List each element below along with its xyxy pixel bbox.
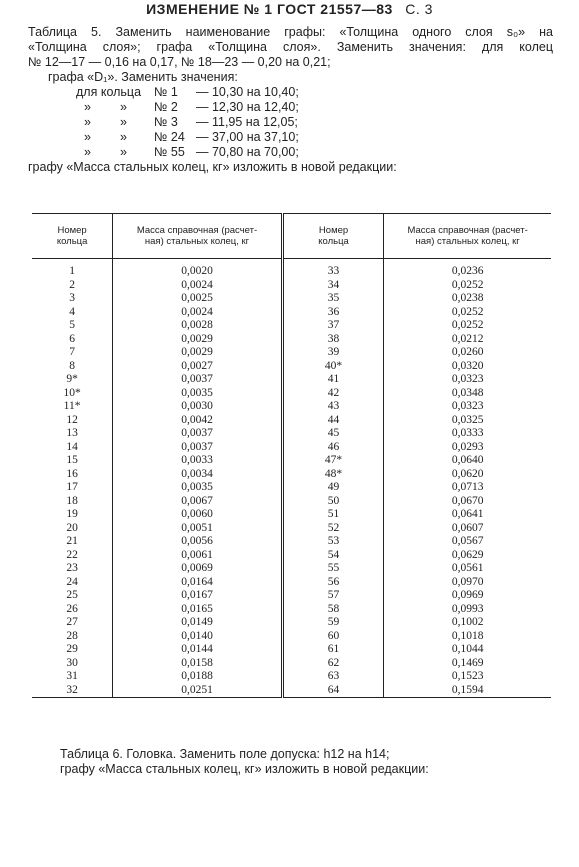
mass-cell: 0,0024 [113,279,283,293]
ring-number-cell: 46 [282,441,383,455]
table-row [32,630,551,644]
ring-number-cell: 45 [282,427,383,441]
ring-line-4 [28,130,553,145]
ring-number-cell: 4 [69,305,75,318]
table-body [32,259,551,698]
table-row [32,387,551,401]
ring-number-cell: 28 [66,629,78,642]
ring-number-cell: 22 [66,548,78,561]
mass-cell: 0,1044 [384,643,551,657]
ring-number-cell: 47* [282,454,383,468]
header-title: ИЗМЕНЕНИЕ № 1 ГОСТ 21557—83 [146,1,393,17]
ring-number-cell: 29 [66,643,78,655]
mass-cell: 0,0607 [384,522,551,536]
mass-cell: 0,0024 [113,306,283,320]
mass-cell: 0,0020 [113,265,283,279]
ring-number-cell: 27 [66,616,78,628]
mass-cell: 0,1002 [384,616,551,630]
ditto-mark: » [120,115,127,129]
ring-number-cell: 13 [66,427,78,439]
mass-cell: 0,0042 [113,414,283,428]
mass-cell: 0,1523 [384,670,551,684]
ring-number-cell: 54 [282,549,383,563]
ring-number-cell: 62 [282,657,383,671]
ditto-mark: » [120,130,127,144]
col-mass-header-2: Масса справочная (расчет- ная) стальных колец, кг [384,214,551,259]
ring-number-cell: 41 [282,373,383,387]
ring-number-cell: 10* [63,386,81,399]
table-header-row [32,214,551,259]
table-row [32,549,551,563]
footer-text [60,747,540,777]
ring-line-1 [28,85,553,100]
table-row [32,576,551,590]
mass-cell: 0,0060 [113,508,283,522]
ditto-mark: » [84,115,91,129]
mass-cell: 0,0567 [384,535,551,549]
table-row [32,481,551,495]
ring-number: № 24 [154,130,185,144]
ring-number-cell: 12 [66,413,78,426]
ring-change: — 70,80 на 70,00; [196,145,299,159]
intro-line-4: графа «D₁». Заменить значения: [48,70,238,84]
table-row [32,292,551,306]
ring-number-cell: 35 [282,292,383,306]
table-row [32,441,551,455]
table-row [32,562,551,576]
mass-cell: 0,0252 [384,306,551,320]
mass-cell: 0,0051 [113,522,283,536]
intro-line-5: графу «Масса стальных колец, кг» изложить в новой редакции: [28,160,397,174]
ring-number-cell: 42 [282,387,383,401]
intro-line-3: № 12—17 — 0,16 на 0,17, № 18—23 — 0,20 на 0,21; [28,55,331,69]
ring-number-cell: 17 [66,481,78,493]
ring-number-cell: 24 [66,575,78,588]
mass-cell: 0,0629 [384,549,551,563]
table-row [32,468,551,482]
mass-cell: 0,0056 [113,535,283,549]
mass-cell: 0,0236 [384,265,551,279]
ring-number-cell: 57 [282,589,383,603]
mass-cell: 0,0561 [384,562,551,576]
mass-cell: 0,0149 [113,616,283,630]
mass-cell: 0,0713 [384,481,551,495]
table-row [32,414,551,428]
mass-cell: 0,0993 [384,603,551,617]
table-row [32,265,551,279]
intro-line-1: Таблица 5. Заменить наименование графы: «Толщина одного слоя s₀» на [28,25,553,39]
mass-cell: 0,1469 [384,657,551,671]
ring-number-cell: 3 [69,292,75,304]
ring-number-cell: 63 [282,670,383,684]
mass-cell: 0,0061 [113,549,283,563]
ring-number-cell: 53 [282,535,383,549]
mass-cell: 0,0323 [384,400,551,414]
col-ring-number-header: Номер кольца [32,214,113,259]
table-row [32,346,551,360]
mass-cell: 0,0260 [384,346,551,360]
mass-cell: 0,0034 [113,468,283,482]
ring-line-2 [28,100,553,115]
mass-table [32,213,551,698]
table-row [32,589,551,603]
table-row [32,279,551,293]
ring-number-cell: 33 [282,265,383,279]
ring-number-cell: 1 [69,265,75,277]
ring-change: — 11,95 на 12,05; [196,115,298,129]
ring-number-cell: 39 [282,346,383,360]
table-row [32,535,551,549]
mass-cell: 0,0037 [113,427,283,441]
mass-cell: 0,0158 [113,657,283,671]
mass-cell: 0,0252 [384,279,551,293]
ring-number: № 1 [154,85,178,99]
table-row [32,684,551,698]
ring-number-cell: 60 [282,630,383,644]
ring-change: — 10,30 на 10,40; [196,85,299,99]
col-mass-header: Масса справочная (расчет- ная) стальных колец, кг [113,214,283,259]
ring-number-cell: 18 [66,494,78,507]
mass-cell: 0,0325 [384,414,551,428]
mass-cell: 0,0165 [113,603,283,617]
ring-change: — 12,30 на 12,40; [196,100,299,114]
ditto-mark: » [84,145,91,159]
ring-number-cell: 38 [282,333,383,347]
mass-cell: 0,0037 [113,373,283,387]
ring-number-cell: 19 [66,508,78,520]
ring-number-cell: 43 [282,400,383,414]
table-row [32,657,551,671]
ring-number-cell: 7 [69,346,75,358]
table-row [32,454,551,468]
ring-number-cell: 32 [32,684,113,698]
mass-cell: 0,0323 [384,373,551,387]
mass-cell: 0,0037 [113,441,283,455]
mass-cell: 0,0188 [113,670,283,684]
mass-cell: 0,0140 [113,630,283,644]
ring-number-cell: 2 [69,278,75,291]
mass-cell: 0,0620 [384,468,551,482]
table-row [32,495,551,509]
intro-text [28,25,553,175]
mass-cell: 0,0251 [113,684,283,698]
ring-number-cell: 40* [282,360,383,374]
ring-number: № 3 [154,115,178,129]
ring-number: № 2 [154,100,178,114]
ring-number-cell: 21 [66,535,78,547]
page-header [0,1,579,17]
mass-cell: 0,0212 [384,333,551,347]
ring-number-cell: 30 [66,656,78,669]
mass-cell: 0,0035 [113,387,283,401]
mass-cell: 0,0033 [113,454,283,468]
mass-cell: 0,0027 [113,360,283,374]
ditto-mark: » [120,145,127,159]
ring-number-cell: 49 [282,481,383,495]
mass-cell: 0,0348 [384,387,551,401]
mass-cell: 0,0670 [384,495,551,509]
mass-cell: 0,0029 [113,333,283,347]
mass-cell: 0,0067 [113,495,283,509]
ring-number-cell: 48* [282,468,383,482]
ring-number-cell: 11* [63,400,81,412]
ring-number-cell: 14 [66,440,78,453]
mass-cell: 0,0252 [384,319,551,333]
ring-number-cell: 8 [69,359,75,372]
mass-cell: 0,0030 [113,400,283,414]
footer-line-2: графу «Масса стальных колец, кг» изложить в новой редакции: [60,762,429,776]
ring-label: для кольца [76,85,142,99]
footer-line-1: Таблица 6. Головка. Заменить поле допуска: h12 на h14; [60,747,390,761]
mass-cell: 0,0320 [384,360,551,374]
ring-number-cell: 16 [66,467,78,480]
ring-number-cell: 50 [282,495,383,509]
table-row [32,427,551,441]
table-row [32,333,551,347]
mass-cell: 0,0069 [113,562,283,576]
intro-line-2: «Толщина слоя»; графа «Толщина слоя». Заменить значения: для колец [28,40,553,54]
ring-number-cell: 52 [282,522,383,536]
table-row [32,360,551,374]
mass-cell: 0,0641 [384,508,551,522]
mass-cell: 0,1018 [384,630,551,644]
ring-number: № 55 [154,145,185,159]
mass-cell: 0,0167 [113,589,283,603]
ring-number-cell: 25 [66,589,78,601]
mass-cell: 0,0293 [384,441,551,455]
mass-cell: 0,0333 [384,427,551,441]
ring-number-cell: 58 [282,603,383,617]
ring-number-cell: 56 [282,576,383,590]
col-ring-number-header-2: Номер кольца [282,214,383,259]
mass-cell: 0,0144 [113,643,283,657]
table-row [32,319,551,333]
mass-cell: 0,0035 [113,481,283,495]
ring-line-5 [28,145,553,160]
ring-number-cell: 36 [282,306,383,320]
ring-number-cell: 15 [66,454,78,466]
ring-number-cell: 61 [282,643,383,657]
mass-cell: 0,0970 [384,576,551,590]
mass-cell: 0,0969 [384,589,551,603]
ring-number-cell: 26 [66,602,78,615]
ring-number-cell: 23 [66,562,78,574]
mass-cell: 0,0164 [113,576,283,590]
table-row [32,306,551,320]
page-number: С. 3 [405,1,433,17]
table-row [32,670,551,684]
ditto-mark: » [84,130,91,144]
mass-cell: 0,0028 [113,319,283,333]
ring-number-cell: 31 [66,670,78,682]
table-row [32,643,551,657]
mass-cell: 0,0640 [384,454,551,468]
table-row [32,508,551,522]
ring-number-cell: 44 [282,414,383,428]
ring-number-cell: 37 [282,319,383,333]
table-row [32,522,551,536]
ring-number-cell: 64 [282,684,383,698]
mass-cell: 0,1594 [384,684,551,698]
ring-line-3 [28,115,553,130]
ring-number-cell: 34 [282,279,383,293]
ring-number-cell: 9* [66,373,78,385]
table-row [32,400,551,414]
mass-cell: 0,0025 [113,292,283,306]
ring-number-cell: 55 [282,562,383,576]
table-row [32,373,551,387]
ditto-mark: » [120,100,127,114]
mass-cell: 0,0238 [384,292,551,306]
ring-number-cell: 5 [69,319,75,331]
table-row [32,603,551,617]
mass-cell: 0,0029 [113,346,283,360]
ring-number-cell: 51 [282,508,383,522]
ring-change: — 37,00 на 37,10; [196,130,299,144]
table-row [32,616,551,630]
ring-number-cell: 59 [282,616,383,630]
ring-number-cell: 20 [66,521,78,534]
ring-number-cell: 6 [69,332,75,345]
ditto-mark: » [84,100,91,114]
